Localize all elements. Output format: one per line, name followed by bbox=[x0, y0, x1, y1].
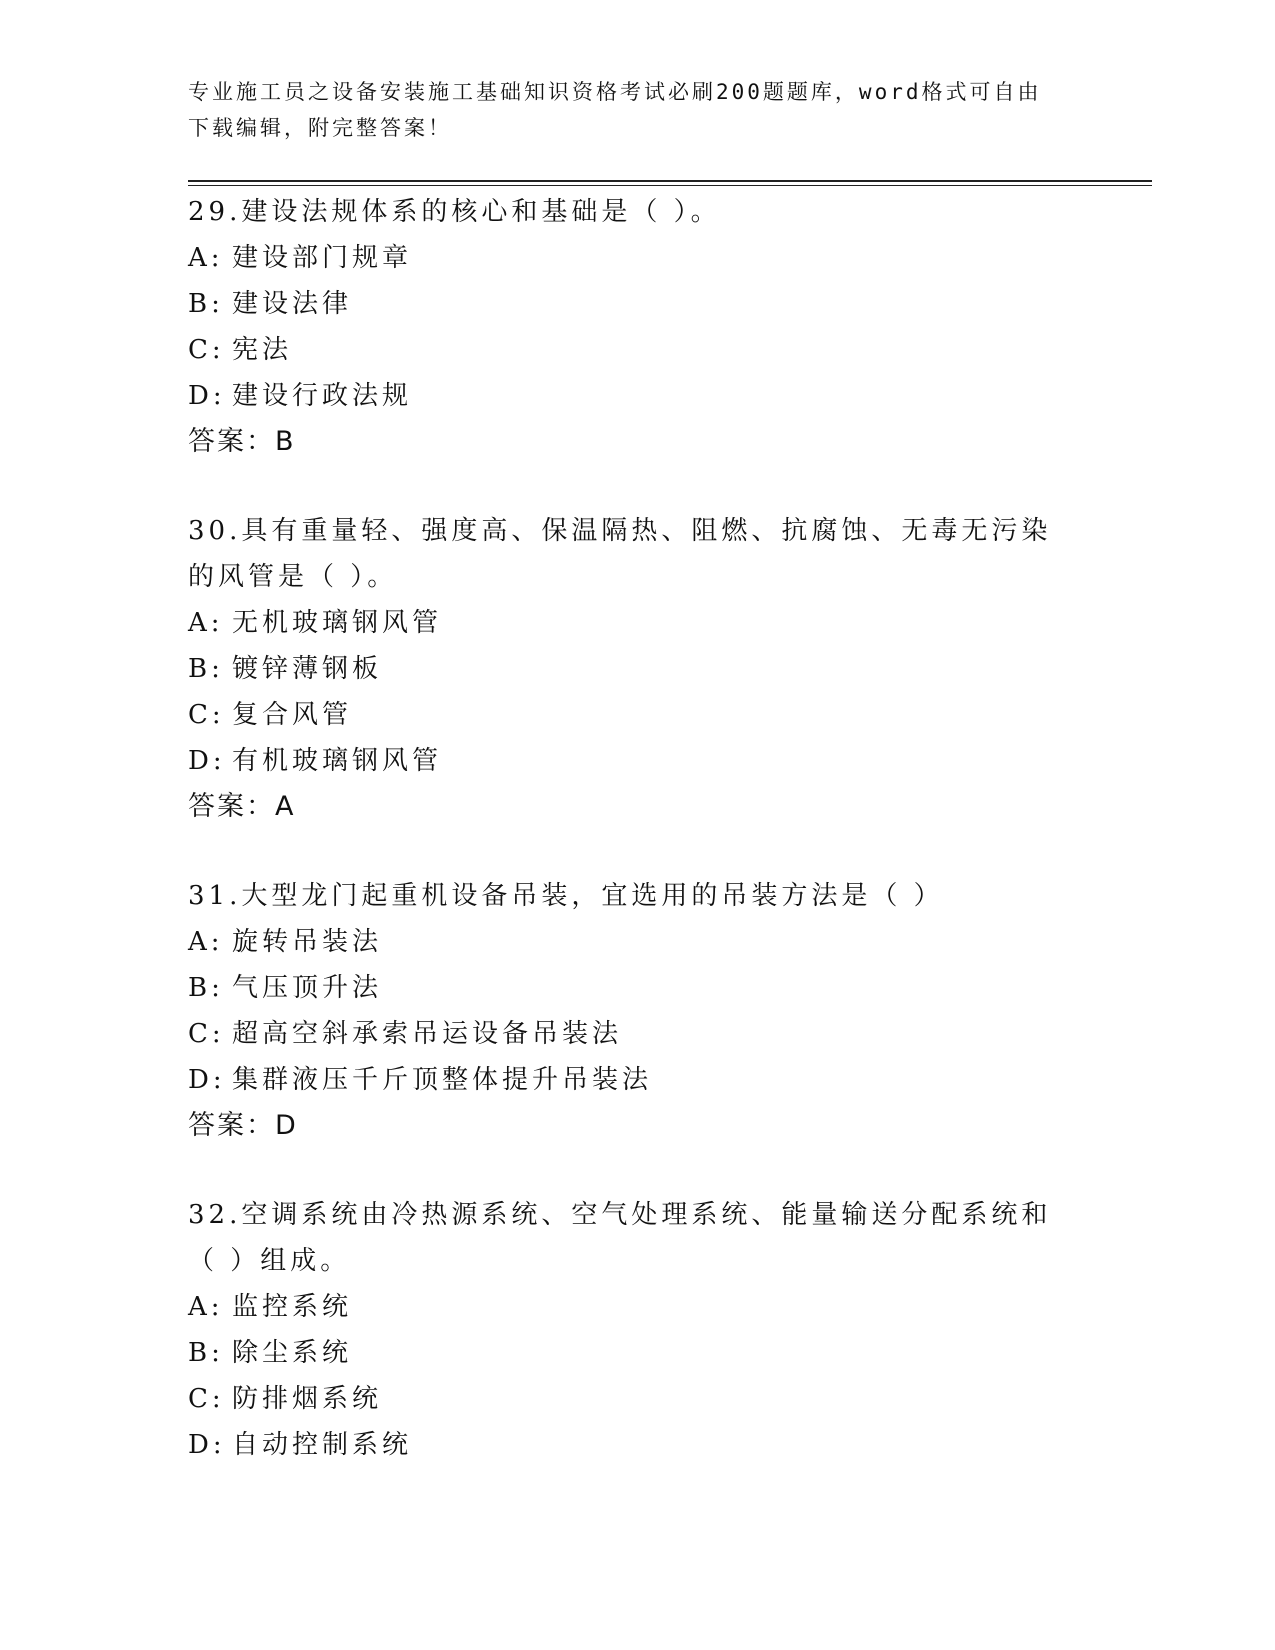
option-c bbox=[188, 327, 1088, 373]
option-text: 自动控制系统 bbox=[232, 1430, 413, 1460]
option-letter: B: bbox=[188, 289, 224, 319]
option-letter: A: bbox=[188, 243, 224, 273]
option-letter: B: bbox=[188, 1338, 224, 1368]
option-text: 旋转吊装法 bbox=[232, 927, 383, 957]
option-b bbox=[188, 281, 1088, 327]
option-letter: C: bbox=[188, 700, 225, 730]
option-text: 复合风管 bbox=[232, 700, 353, 730]
option-letter: D: bbox=[188, 746, 226, 776]
option-d bbox=[188, 738, 1088, 784]
option-d bbox=[188, 1422, 1088, 1468]
question-text: 30.具有重量轻、强度高、保温隔热、阻燃、抗腐蚀、无毒无污染的风管是（ ）。 bbox=[188, 516, 1052, 592]
option-letter: D: bbox=[188, 381, 226, 411]
question-30 bbox=[188, 508, 1088, 830]
option-text: 超高空斜承索吊运设备吊装法 bbox=[232, 1019, 623, 1049]
option-letter: C: bbox=[188, 335, 225, 365]
option-d bbox=[188, 1057, 1088, 1103]
option-text: 防排烟系统 bbox=[232, 1384, 383, 1414]
option-letter: B: bbox=[188, 973, 224, 1003]
option-letter: A: bbox=[188, 608, 224, 638]
option-text: 无机玻璃钢风管 bbox=[232, 608, 443, 638]
option-text: 建设行政法规 bbox=[232, 381, 413, 411]
option-c bbox=[188, 692, 1088, 738]
option-letter: B: bbox=[188, 654, 224, 684]
option-d bbox=[188, 373, 1088, 419]
header-divider-top bbox=[188, 180, 1152, 182]
option-a bbox=[188, 600, 1088, 646]
option-b bbox=[188, 965, 1088, 1011]
question-32 bbox=[188, 1192, 1088, 1468]
question-31 bbox=[188, 873, 1088, 1149]
option-a bbox=[188, 1284, 1088, 1330]
option-text: 有机玻璃钢风管 bbox=[232, 746, 443, 776]
option-text: 宪法 bbox=[232, 335, 293, 365]
header-divider-bottom bbox=[188, 185, 1152, 186]
option-letter: A: bbox=[188, 927, 224, 957]
answer-text: 答案：B bbox=[188, 426, 296, 457]
option-b bbox=[188, 1330, 1088, 1376]
option-text: 监控系统 bbox=[232, 1292, 353, 1322]
option-text: 集群液压千斤顶整体提升吊装法 bbox=[232, 1065, 653, 1095]
document-header bbox=[188, 74, 1068, 146]
question-29 bbox=[188, 189, 1088, 465]
question-text: 31.大型龙门起重机设备吊装，宜选用的吊装方法是（ ） bbox=[188, 881, 944, 911]
option-text: 建设部门规章 bbox=[232, 243, 413, 273]
option-c bbox=[188, 1376, 1088, 1422]
option-letter: D: bbox=[188, 1065, 226, 1095]
option-b bbox=[188, 646, 1088, 692]
question-list bbox=[188, 189, 1088, 1511]
option-text: 建设法律 bbox=[232, 289, 353, 319]
option-text: 除尘系统 bbox=[232, 1338, 353, 1368]
header-line-1: 专业施工员之设备安装施工基础知识资格考试必刷200题题库，word格式可自由 bbox=[188, 80, 1042, 104]
option-letter: D: bbox=[188, 1430, 226, 1460]
option-letter: C: bbox=[188, 1019, 225, 1049]
option-text: 气压顶升法 bbox=[232, 973, 383, 1003]
option-letter: A: bbox=[188, 1292, 224, 1322]
question-text: 32.空调系统由冷热源系统、空气处理系统、能量输送分配系统和（ ）组成。 bbox=[188, 1200, 1052, 1276]
option-a bbox=[188, 235, 1088, 281]
answer-text: 答案：D bbox=[188, 1110, 298, 1141]
option-a bbox=[188, 919, 1088, 965]
header-line-2: 下载编辑，附完整答案！ bbox=[188, 116, 452, 140]
option-text: 镀锌薄钢板 bbox=[232, 654, 383, 684]
question-text: 29.建设法规体系的核心和基础是（ ）。 bbox=[188, 197, 721, 227]
option-letter: C: bbox=[188, 1384, 225, 1414]
answer-text: 答案：A bbox=[188, 791, 296, 822]
option-c bbox=[188, 1011, 1088, 1057]
